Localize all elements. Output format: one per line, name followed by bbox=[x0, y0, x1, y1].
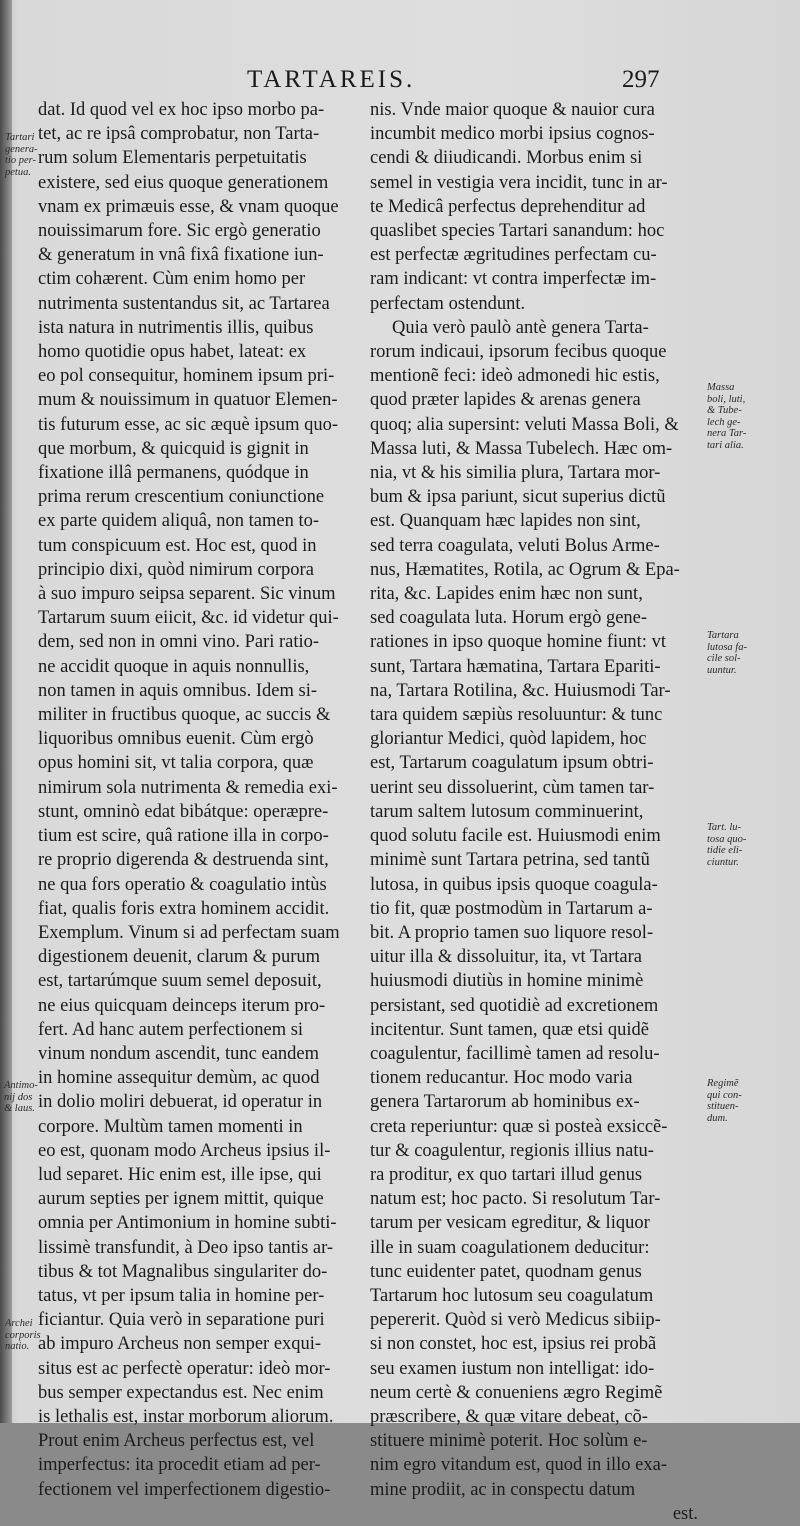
text-line: à suo impuro seipsa separent. Sic vinum bbox=[38, 584, 336, 605]
text-line: tio fit, quæ postmodùm in Tartarum a- bbox=[370, 898, 653, 919]
text-line: que morbum, & quicquid is gignit in bbox=[38, 438, 309, 459]
text-line: nus, Hæmatites, Rotila, ac Ogrum & Epa- bbox=[370, 559, 680, 580]
margin-note-line: Massa bbox=[707, 382, 735, 393]
margin-note-line: nij dos bbox=[4, 1091, 33, 1103]
text-line: præscribere, & quæ vitare debeat, cõ- bbox=[370, 1406, 648, 1427]
text-line: semel in vestigia vera incidit, tunc in ar- bbox=[370, 172, 668, 193]
margin-note-line: nera Tar- bbox=[707, 428, 747, 439]
text-line: est, tartarúmque suum semel deposuit, bbox=[38, 971, 322, 992]
running-head: TARTAREIS. bbox=[247, 66, 416, 93]
margin-note-line: lutosa fa- bbox=[707, 641, 747, 653]
text-line: omnia per Antimonium in homine subti- bbox=[38, 1213, 337, 1234]
margin-note-line: Tart. lu- bbox=[707, 822, 742, 833]
margin-note-line: ciuntur. bbox=[707, 856, 739, 868]
text-line: si non constet, hoc est, ipsius rei probã bbox=[370, 1334, 657, 1355]
text-line: minimè sunt Tartara petrina, sed tantũ bbox=[370, 850, 650, 871]
text-line: seu examen iustum non intelligat: ido- bbox=[370, 1358, 655, 1379]
text-line: & generatum in vnâ fixâ fixatione iun- bbox=[38, 245, 324, 266]
text-line: nis. Vnde maior quoque & nauior cura bbox=[370, 100, 655, 120]
text-line: lutosa, in quibus ipsis quoque coagula- bbox=[370, 874, 658, 895]
text-line: stunt, omninò edat bibátque: operæpre- bbox=[38, 801, 329, 822]
margin-note-line: dum. bbox=[707, 1112, 728, 1124]
text-line: ille in suam coagulationem deducitur: bbox=[370, 1237, 650, 1258]
text-line: huiusmodi diutiùs in homine minimè bbox=[370, 971, 644, 992]
text-line: bus semper expectandus est. Nec enim bbox=[38, 1382, 324, 1403]
text-line: tunc euidenter patet, quodnam genus bbox=[370, 1261, 642, 1282]
text-line: Massa luti, & Massa Tubelech. Hæc om- bbox=[370, 438, 673, 459]
margin-note-line: uuntur. bbox=[707, 664, 737, 676]
text-line: fixatione illâ permanens, quódque in bbox=[38, 463, 309, 484]
text-line: tur & coagulentur, regionis illius natu- bbox=[370, 1140, 654, 1161]
text-line: imperfectus: ita procedit etiam ad per- bbox=[38, 1455, 321, 1476]
margin-note-left-2 bbox=[4, 1080, 38, 1115]
text-line: ficiantur. Quia verò in separatione puri bbox=[38, 1310, 325, 1331]
text-line: te Medicâ perfectus deprehenditur ad bbox=[370, 196, 646, 217]
margin-note-line: tio per- bbox=[5, 155, 36, 166]
text-line: rationes in ipso quoque homine fiunt: vt bbox=[370, 632, 666, 653]
text-line: ne eius quicquam deinceps iterum pro- bbox=[38, 995, 326, 1016]
text-line: ab impuro Archeus non semper exqui- bbox=[38, 1334, 322, 1355]
text-line: rum solum Elementaris perpetuitatis bbox=[38, 148, 307, 169]
text-line: ex parte quidem aliquâ, non tamen to- bbox=[38, 511, 320, 532]
text-line: coagulentur, facillimè tamen ad resolu- bbox=[370, 1043, 660, 1064]
text-line: ctim cohærent. Cùm enim homo per bbox=[38, 269, 306, 290]
text-line: tarum per vesicam egreditur, & liquor bbox=[370, 1213, 650, 1234]
right-text-column bbox=[370, 98, 698, 1526]
text-line: tionem reducantur. Hoc modo varia bbox=[370, 1068, 633, 1089]
text-line: gloriantur Medici, quòd lapidem, hoc bbox=[370, 729, 647, 750]
text-line: nouissimarum fore. Sic ergò generatio bbox=[38, 221, 321, 242]
margin-note-line: petua. bbox=[5, 166, 31, 178]
text-line: situs est ac perfectè operatur: ideò mor- bbox=[38, 1358, 331, 1379]
text-line: ram indicant: vt contra imperfectæ im- bbox=[370, 269, 657, 290]
text-line: nim egro vitandum est, quod in illo exa- bbox=[370, 1455, 667, 1476]
margin-note-line: qui con- bbox=[707, 1089, 742, 1101]
text-line: bit. A proprio tamen suo liquore resol- bbox=[370, 922, 654, 943]
margin-note-line: cile sol- bbox=[707, 653, 741, 664]
text-line: existere, sed eius quoque generationem bbox=[38, 172, 329, 193]
text-line: principio dixi, quòd nimirum corpora bbox=[38, 559, 314, 580]
margin-note-line: Antimo- bbox=[4, 1080, 38, 1091]
page-header bbox=[0, 66, 800, 96]
text-line: vinum nondum ascendit, tunc eandem bbox=[38, 1043, 320, 1064]
text-line: nutrimenta sustentandus sit, ac Tartarea bbox=[38, 293, 330, 314]
text-line: re proprio digerenda & destruenda sint, bbox=[38, 850, 329, 871]
text-line: aurum septies per ignem mittit, quique bbox=[38, 1189, 324, 1210]
text-line: ne qua fors operatio & coagulatio intùs bbox=[38, 874, 327, 895]
margin-note-left-3 bbox=[5, 1318, 41, 1353]
margin-note-left-1 bbox=[5, 132, 38, 178]
text-line: sed terra coagulata, veluti Bolus Arme- bbox=[370, 535, 660, 556]
text-line: fiat, qualis foris extra hominem accidit. bbox=[38, 898, 330, 919]
text-line: est. Quanquam hæc lapides non sint, bbox=[370, 511, 641, 532]
text-line: cendi & diiudicandi. Morbus enim si bbox=[370, 148, 643, 169]
text-line: fert. Ad hanc autem perfectionem si bbox=[38, 1019, 304, 1040]
text-line: est perfectæ ægritudines perfectam cu- bbox=[370, 245, 657, 266]
text-line: incitentur. Sunt tamen, quæ etsi quidẽ bbox=[370, 1019, 650, 1040]
text-line: nimirum sola nutrimenta & remedia exi- bbox=[38, 777, 338, 798]
margin-note-line: lech ge- bbox=[707, 416, 741, 428]
text-line: eo pol consequitur, hominem ipsum pri- bbox=[38, 366, 335, 387]
text-line: opus homini sit, vt talia corpora, quæ bbox=[38, 753, 314, 774]
text-line: lud separet. Hic enim est, ille ipse, qui bbox=[38, 1164, 322, 1185]
left-text-column bbox=[38, 98, 364, 1502]
margin-note-line: tari alia. bbox=[707, 439, 744, 451]
text-line: dat. Id quod vel ex hoc ipso morbo pa- bbox=[38, 100, 325, 120]
text-line: perfectam ostendunt. bbox=[370, 293, 526, 314]
text-line: persistant, sed quotidiè ad excretionem bbox=[370, 995, 659, 1016]
text-line: ra proditur, ex quo tartari illud genus bbox=[370, 1164, 643, 1185]
text-line: quaslibet species Tartari sanandum: hoc bbox=[370, 221, 665, 242]
text-line: tatus, vt per ipsum talia in homine per- bbox=[38, 1285, 325, 1306]
text-line: tum conspicuum est. Hoc est, quod in bbox=[38, 535, 317, 556]
text-line: tet, ac re ipsâ comprobatur, non Tarta- bbox=[38, 124, 320, 145]
text-line: genera Tartarorum ab hominibus ex- bbox=[370, 1092, 640, 1113]
margin-note-line: tidie eli- bbox=[707, 845, 743, 856]
text-line: tium est scire, quâ ratione illa in corpo- bbox=[38, 826, 329, 847]
margin-note-line: stituen- bbox=[707, 1101, 739, 1112]
margin-note-line: Tartara bbox=[707, 630, 739, 641]
margin-note-right-4 bbox=[707, 1078, 742, 1124]
text-line: homo quotidie opus habet, lateat: ex bbox=[38, 342, 307, 363]
text-line: Tartarum suum eiicit, &c. id videtur qui- bbox=[38, 608, 339, 629]
text-line: na, Tartara Rotilina, &c. Huiusmodi Tar- bbox=[370, 680, 671, 701]
text-line: corpore. Multùm tamen momenti in bbox=[38, 1116, 303, 1137]
margin-note-line: Regimẽ bbox=[707, 1078, 739, 1089]
text-line: Exemplum. Vinum si ad perfectam suam bbox=[38, 922, 340, 943]
margin-note-right-3 bbox=[707, 822, 746, 868]
text-line: in dolio moliri debuerat, id operatur in bbox=[38, 1092, 323, 1113]
text-line: tara quidem sæpiùs resoluuntur: & tunc bbox=[370, 705, 663, 726]
text-line: Prout enim Archeus perfectus est, vel bbox=[38, 1431, 315, 1452]
text-line: fectionem vel imperfectionem digestio- bbox=[38, 1479, 331, 1500]
text-line: Quia verò paulò antè genera Tarta- bbox=[392, 317, 649, 338]
text-line: lissimè transfundit, à Deo ipso tantis ar- bbox=[38, 1237, 334, 1258]
text-line: dem, sed non in omni vino. Pari ratio- bbox=[38, 632, 320, 653]
text-line: prima rerum crescentium coniunctione bbox=[38, 487, 325, 508]
margin-note-right-2 bbox=[707, 630, 747, 676]
text-line: tibus & tot Magnalibus singulariter do- bbox=[38, 1261, 328, 1282]
text-line: quoq; alia supersint: veluti Massa Boli, & bbox=[370, 414, 679, 435]
margin-note-line: tosa quo- bbox=[707, 833, 747, 845]
text-line: eo est, quonam modo Archeus ipsius il- bbox=[38, 1140, 331, 1161]
text-line: militer in fructibus quoque, ac succis & bbox=[38, 705, 331, 726]
margin-note-line: genera- bbox=[5, 143, 38, 155]
text-line: Tartarum hoc lutosum seu coagulatum bbox=[370, 1285, 654, 1306]
text-line: pepererit. Quòd si verò Medicus sibiip- bbox=[370, 1310, 661, 1331]
text-line: tis futurum esse, ac sic æquè ipsum quo- bbox=[38, 414, 339, 435]
margin-note-line: & Tube- bbox=[707, 405, 742, 416]
margin-note-line: & laus. bbox=[4, 1103, 35, 1114]
text-line: sunt, Tartara hæmatina, Tartara Epariti- bbox=[370, 656, 661, 677]
margin-note-line: corporis bbox=[5, 1329, 41, 1341]
text-line: uitur illa & dissoluitur, ita, vt Tartara bbox=[370, 947, 642, 968]
page-number: 297 bbox=[622, 66, 660, 93]
text-line: is lethalis est, instar morborum aliorum. bbox=[38, 1406, 334, 1427]
text-line: natum est; hoc pacto. Si resolutum Tar- bbox=[370, 1189, 661, 1210]
text-line: rorum indicaui, ipsorum fecibus quoque bbox=[370, 342, 667, 363]
text-line: neum certè & conueniens ægro Regimẽ bbox=[370, 1382, 663, 1403]
margin-note-line: Archei bbox=[5, 1318, 33, 1329]
text-line: ista natura in nutrimentis illis, quibus bbox=[38, 317, 314, 338]
text-line: est. bbox=[672, 1503, 698, 1524]
text-line: quod solutu facile est. Huiusmodi enim bbox=[370, 826, 661, 847]
margin-note-right-1 bbox=[707, 382, 746, 451]
text-line: uerint seu dissoluerint, cùm tamen tar- bbox=[370, 777, 655, 798]
text-line: digestionem deuenit, clarum & purum bbox=[38, 947, 321, 968]
text-line: incumbit medico morbi ipsius cognos- bbox=[370, 124, 655, 145]
text-line: mentionẽ feci: ideò admonedi hic estis, bbox=[370, 366, 660, 387]
text-line: stituere minimè poterit. Hoc solùm e- bbox=[370, 1431, 648, 1452]
text-line: vnam ex primæuis esse, & vnam quoque bbox=[38, 196, 339, 217]
text-line: mum & nouissimum in quatuor Elemen- bbox=[38, 390, 338, 411]
text-line: non tamen in aquis omnibus. Idem si- bbox=[38, 680, 318, 701]
text-line: mine prodiit, ac in conspectu datum bbox=[370, 1479, 636, 1500]
text-line: bum & ipsa pariunt, sicut superius dictũ bbox=[370, 487, 666, 508]
text-line: sed coagulata luta. Horum ergò gene- bbox=[370, 608, 648, 629]
text-line: nia, vt & his similia plura, Tartara mor- bbox=[370, 463, 661, 484]
text-line: ne accidit quoque in aquis nonnullis, bbox=[38, 656, 310, 677]
margin-note-line: boli, luti, bbox=[707, 393, 746, 405]
text-line: liquoribus omnibus euenit. Cùm ergò bbox=[38, 729, 314, 750]
margin-note-line: natio. bbox=[5, 1341, 30, 1352]
binding-gutter bbox=[0, 0, 12, 1423]
text-line: in homine assequitur demùm, ac quod bbox=[38, 1068, 320, 1089]
margin-note-line: Tartari bbox=[5, 132, 35, 143]
text-line: creta reperiuntur: quæ si posteà exsiccẽ- bbox=[370, 1116, 668, 1137]
text-line: quod præter lapides & arenas genera bbox=[370, 390, 641, 411]
text-line: tarum saltem lutosum comminuerint, bbox=[370, 801, 644, 822]
text-line: rita, &c. Lapides enim hæc non sunt, bbox=[370, 584, 643, 605]
text-line: est, Tartarum coagulatum ipsum obtri- bbox=[370, 753, 654, 774]
